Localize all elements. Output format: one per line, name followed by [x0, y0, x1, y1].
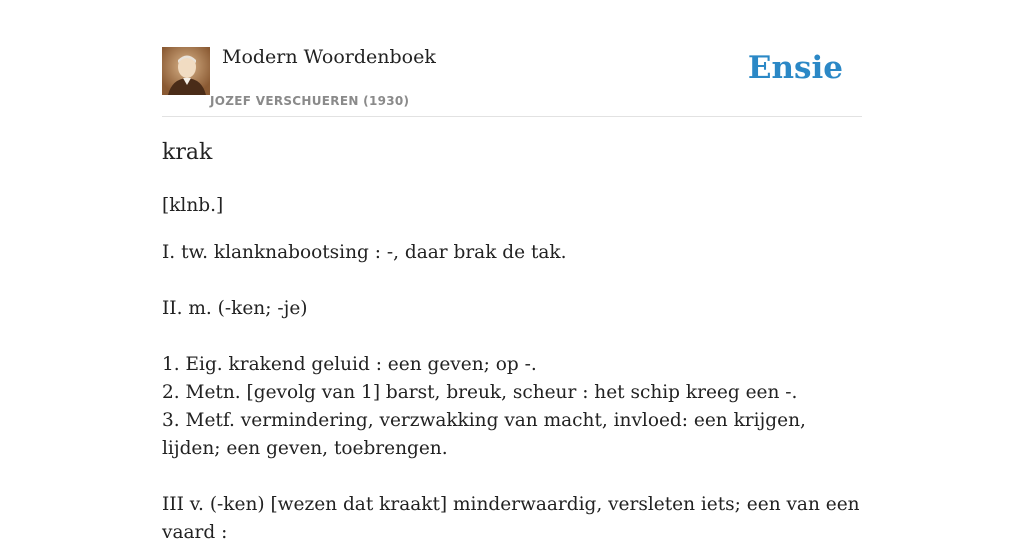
- entry-line: III v. (-ken) [wezen dat kraakt] minderwaardig, versleten iets; een van een vaard :: [162, 494, 860, 543]
- entry-line: 1. Eig. krakend geluid : een geven; op -.: [162, 354, 537, 375]
- entry-blank-line: [162, 267, 862, 295]
- entry-line: 2. Metn. [gevolg van 1] barst, breuk, scheur : het schip kreeg een -.: [162, 382, 798, 403]
- brand-logo[interactable]: Ensie: [747, 50, 843, 86]
- source-header: [162, 0, 862, 117]
- book-author: JOZEF VERSCHUEREN (1930): [210, 94, 410, 108]
- page: [162, 0, 862, 543]
- entry-body: [162, 192, 862, 547]
- entry-etymology: [klnb.]: [162, 195, 224, 216]
- entry-blank-line: [162, 323, 862, 351]
- entry-line: 3. Metf. vermindering, verzwakking van macht, invloed: een krijgen, lijden; een geven, toebrengen.: [162, 410, 806, 459]
- entry-line: II. m. (-ken; -je): [162, 298, 308, 319]
- entry-headword: krak: [162, 140, 213, 165]
- book-title[interactable]: Modern Woordenboek: [222, 46, 436, 68]
- author-portrait-icon[interactable]: [162, 47, 210, 95]
- entry-blank-line: [162, 463, 862, 491]
- entry-line: I. tw. klanknabootsing : -, daar brak de tak.: [162, 242, 567, 263]
